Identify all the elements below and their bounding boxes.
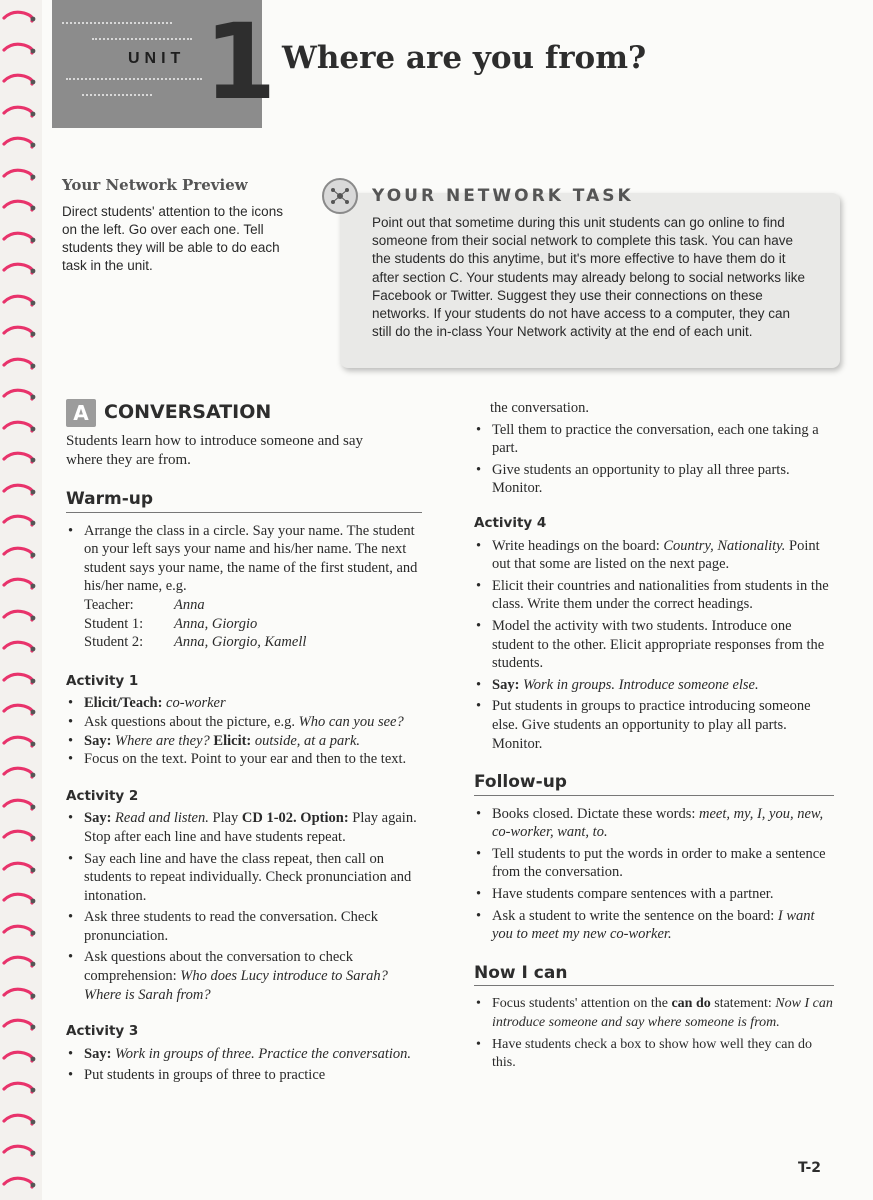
warmup-dialogue — [66, 596, 422, 652]
spiral-ring — [2, 1174, 38, 1188]
item-text: Focus on the text. Point to your ear and then to the text. — [84, 751, 407, 768]
spiral-ring — [2, 71, 38, 85]
italic-text: co-worker — [166, 695, 226, 712]
spiral-ring — [2, 166, 38, 180]
spiral-ring — [2, 575, 38, 589]
item-text: Ask questions about the picture, e.g. — [84, 713, 296, 730]
italic-text: I want you to meet my new co-worker. — [492, 907, 815, 943]
list-item — [66, 809, 422, 846]
warmup-heading: Warm-up — [66, 490, 422, 513]
italic-text: Who does Lucy introduce to Sarah? Where is Sarah from? — [84, 968, 388, 1003]
list-item — [474, 617, 834, 673]
page-title: Where are you from? — [282, 40, 647, 76]
spiral-ring — [2, 449, 38, 463]
spiral-ring — [2, 1016, 38, 1030]
item-text: Write headings on the board: — [492, 537, 660, 554]
item-text: Tell students to put the words in order to make a sentence from the conversation. — [492, 845, 826, 881]
item-text: Tell them to practice the conversation, each one taking a part. — [492, 421, 819, 457]
right-column — [474, 399, 834, 1073]
spiral-ring — [2, 260, 38, 274]
list-item — [66, 732, 422, 751]
list-item — [66, 908, 422, 945]
spiral-ring — [2, 544, 38, 558]
item-text: Ask questions about the conversation to check comprehension: — [84, 949, 353, 985]
left-column — [66, 490, 422, 1085]
activity4-heading: Activity 4 — [474, 514, 547, 531]
italic-text: Now I can introduce someone and say where someone is from. — [492, 996, 833, 1031]
italic-text: Who can you see? — [298, 713, 404, 730]
section-badge: A — [66, 399, 96, 427]
dialogue-speaker: Student 2: — [84, 634, 144, 651]
list-item — [474, 577, 834, 614]
spiral-ring — [2, 512, 38, 526]
dialogue-speaker: Teacher: — [84, 596, 134, 613]
list-item — [66, 713, 422, 732]
list-item — [474, 805, 834, 842]
spiral-ring — [2, 764, 38, 778]
spiral-ring — [2, 386, 38, 400]
item-text: Put students in groups of three to practice — [84, 1067, 326, 1084]
spiral-ring — [2, 229, 38, 243]
list-item — [474, 461, 834, 498]
bold-label: Elicit/Teach: — [84, 695, 163, 712]
list-item — [474, 1036, 834, 1073]
italic-text: meet, my, I, you, new, co-worker, want, to. — [492, 805, 824, 841]
bold-label: can do — [671, 996, 711, 1012]
section-intro: Students learn how to introduce someone and say where they are from. — [66, 433, 364, 468]
bold-label: CD 1-02. Option: — [241, 810, 349, 827]
list-item — [66, 1045, 422, 1064]
list-item — [474, 907, 834, 944]
page-number: T-2 — [798, 1160, 822, 1176]
bold-label: Say: — [492, 676, 520, 693]
spiral-ring — [2, 40, 38, 54]
item-text: Have students check a box to show how well they can do this. — [492, 1036, 812, 1071]
spiral-ring — [2, 481, 38, 495]
list-item — [474, 995, 834, 1032]
spiral-ring — [2, 922, 38, 936]
activity1-heading: Activity 1 — [66, 672, 139, 689]
spiral-ring — [2, 953, 38, 967]
spiral-ring — [2, 859, 38, 873]
italic-text: Country, Nationality. — [663, 537, 786, 554]
spiral-ring — [2, 1111, 38, 1125]
spiral-ring — [2, 1142, 38, 1156]
list-item — [66, 850, 422, 906]
spiral-ring — [2, 1079, 38, 1093]
italic-text: Read and listen. — [115, 810, 209, 827]
spiral-ring — [2, 1048, 38, 1062]
item-text: Put students in groups to practice introducing someone else. Give students an opportunity to play all parts. Monitor. — [492, 698, 811, 752]
italic-text: outside, at a park. — [254, 732, 361, 749]
spiral-ring — [2, 701, 38, 715]
activity2-heading: Activity 2 — [66, 787, 139, 804]
section-title: CONVERSATION — [104, 401, 272, 423]
spiral-ring — [2, 8, 38, 22]
list-item — [474, 537, 834, 574]
item-text: statement: — [714, 996, 772, 1012]
spiral-ring — [2, 670, 38, 684]
preview-text: Direct students' attention to the icons on the left. Go over each one. Tell students they will be able to do each task in the unit. — [62, 204, 283, 273]
spiral-ring — [2, 292, 38, 306]
item-text: Have students compare sentences with a partner. — [492, 886, 774, 903]
warmup-text: Arrange the class in a circle. Say your name. The student on your left says your name and his/her name. The next student says your name, the name of the first student, and his/her name, e.g. — [84, 522, 418, 595]
unit-label: UNIT — [128, 50, 186, 67]
bold-label: Say: — [84, 732, 112, 749]
spiral-ring — [2, 197, 38, 211]
spiral-ring — [2, 827, 38, 841]
dialogue-speaker: Student 1: — [84, 615, 144, 632]
spiral-ring — [2, 103, 38, 117]
list-item — [66, 694, 422, 713]
item-text: Give students an opportunity to play all three parts. Monitor. — [492, 461, 790, 497]
spiral-ring — [2, 638, 38, 652]
item-text: Say each line and have the class repeat, then call on students to repeat individually. Check pronunciation and intonation. — [84, 850, 412, 904]
bold-label: Say: — [84, 810, 112, 827]
item-text: Books closed. Dictate these words: — [492, 805, 696, 822]
italic-text: Where are they? — [115, 732, 210, 749]
list-item — [474, 421, 834, 458]
italic-text: Work in groups. Introduce someone else. — [523, 676, 759, 693]
list-item — [66, 948, 422, 1004]
item-text: Play — [212, 810, 239, 827]
spiral-ring — [2, 418, 38, 432]
item-text: Point out that some are listed on the next page. — [492, 537, 820, 573]
italic-text: Work in groups of three. Practice the conversation. — [115, 1045, 412, 1062]
spiral-ring — [2, 890, 38, 904]
network-task-title: YOUR NETWORK TASK — [372, 186, 634, 206]
nowican-heading: Now I can — [474, 964, 834, 987]
continued-text: the conversation. — [490, 400, 590, 416]
activity3-heading: Activity 3 — [66, 1023, 139, 1040]
item-text: Focus students' attention on the — [492, 996, 668, 1012]
spiral-binding — [0, 0, 42, 1200]
spiral-ring — [2, 796, 38, 810]
item-text: Model the activity with two students. Introduce one student to the other. Elicit appropriate responses from the students. — [492, 617, 825, 672]
network-icon — [322, 178, 358, 214]
item-text: Elicit their countries and nationalities from students in the class. Write them under the correct headings. — [492, 577, 829, 613]
item-text: Play again. Stop after each line and have students repeat. — [84, 810, 417, 845]
bold-label: Elicit: — [213, 732, 252, 749]
spiral-ring — [2, 355, 38, 369]
preview-title: Your Network Preview — [62, 176, 248, 194]
spiral-ring — [2, 607, 38, 621]
list-item — [66, 1066, 422, 1085]
spiral-ring — [2, 985, 38, 999]
bold-label: Say: — [84, 1045, 112, 1062]
dialogue-line: Anna — [174, 596, 205, 613]
unit-number: 1 — [204, 1, 277, 123]
list-item — [66, 750, 422, 769]
list-item — [474, 885, 834, 904]
dialogue-line: Anna, Giorgio, Kamell — [174, 634, 307, 651]
item-text: Ask three students to read the conversation. Check pronunciation. — [84, 909, 378, 944]
followup-heading: Follow-up — [474, 773, 834, 796]
list-item — [474, 845, 834, 882]
item-text: Ask a student to write the sentence on the board: — [492, 907, 775, 924]
network-task-text: Point out that sometime during this unit students can go online to find someone from their social network to complete this task. You can have the students do this anytime, but it's more effective to have them do it after section C. Your students may already belong to social networks like Facebook or Twitter. Suggest they use their connections on these networks. If your students do not have access to a computer, they can still do the in-class Your Network activity at the end of each unit. — [372, 215, 805, 340]
list-item — [66, 522, 422, 596]
spiral-ring — [2, 134, 38, 148]
spiral-ring — [2, 323, 38, 337]
list-item — [474, 676, 834, 695]
dialogue-line: Anna, Giorgio — [174, 615, 258, 632]
list-item — [474, 697, 834, 753]
spiral-ring — [2, 733, 38, 747]
